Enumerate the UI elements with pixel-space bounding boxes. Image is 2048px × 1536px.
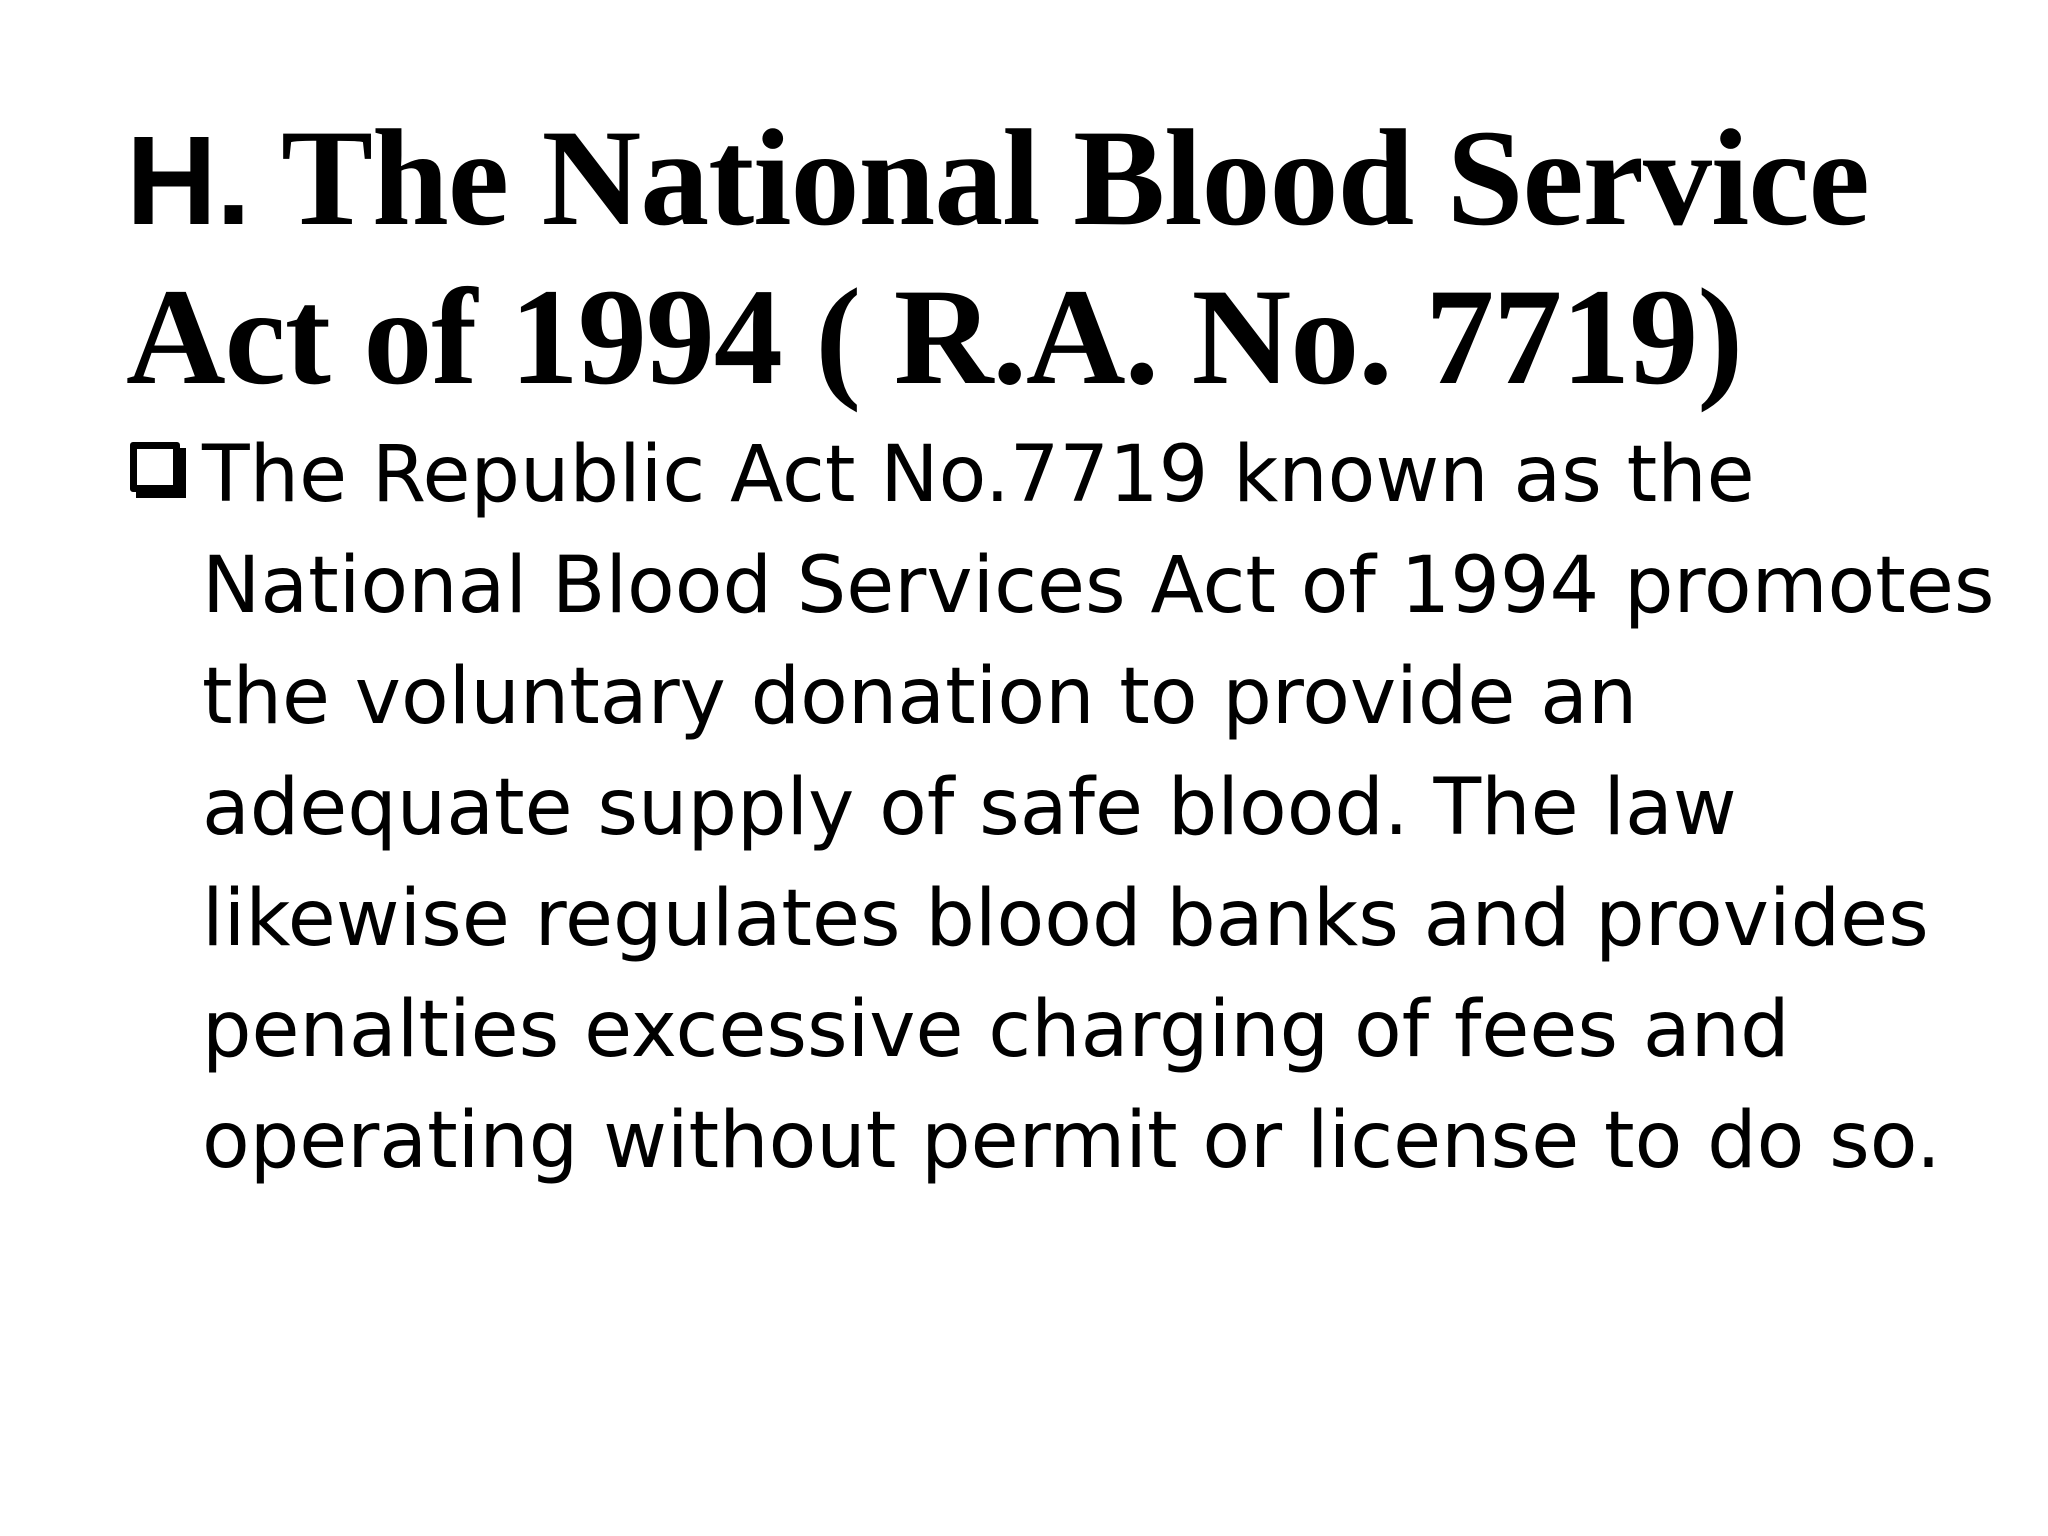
bullet-line: likewise regulates blood banks and provides [202,874,1929,964]
bullet-line: adequate supply of safe blood. The law [202,763,1737,853]
bullet-text [130,420,1995,1197]
title-line-1-text: The National Blood Service [281,101,1869,254]
bullet-line: penalties excessive charging of fees and [202,985,1790,1075]
bullet-line: the voluntary donation to provide an [202,652,1638,742]
title-line-1 [126,100,1966,259]
bullet-line: The Republic Act No.7719 known as the [202,430,1755,520]
bullet-line: National Blood Services Act of 1994 promotes [202,541,1995,631]
checkbox-square-icon [130,442,180,492]
slide-title [126,100,1966,415]
title-line-2: Act of 1994 ( R.A. No. 7719) [126,260,1743,413]
bullet-line: operating without permit or license to do so. [202,1096,1941,1186]
title-prefix: H. [126,110,250,251]
bullet-item [130,420,1995,1197]
